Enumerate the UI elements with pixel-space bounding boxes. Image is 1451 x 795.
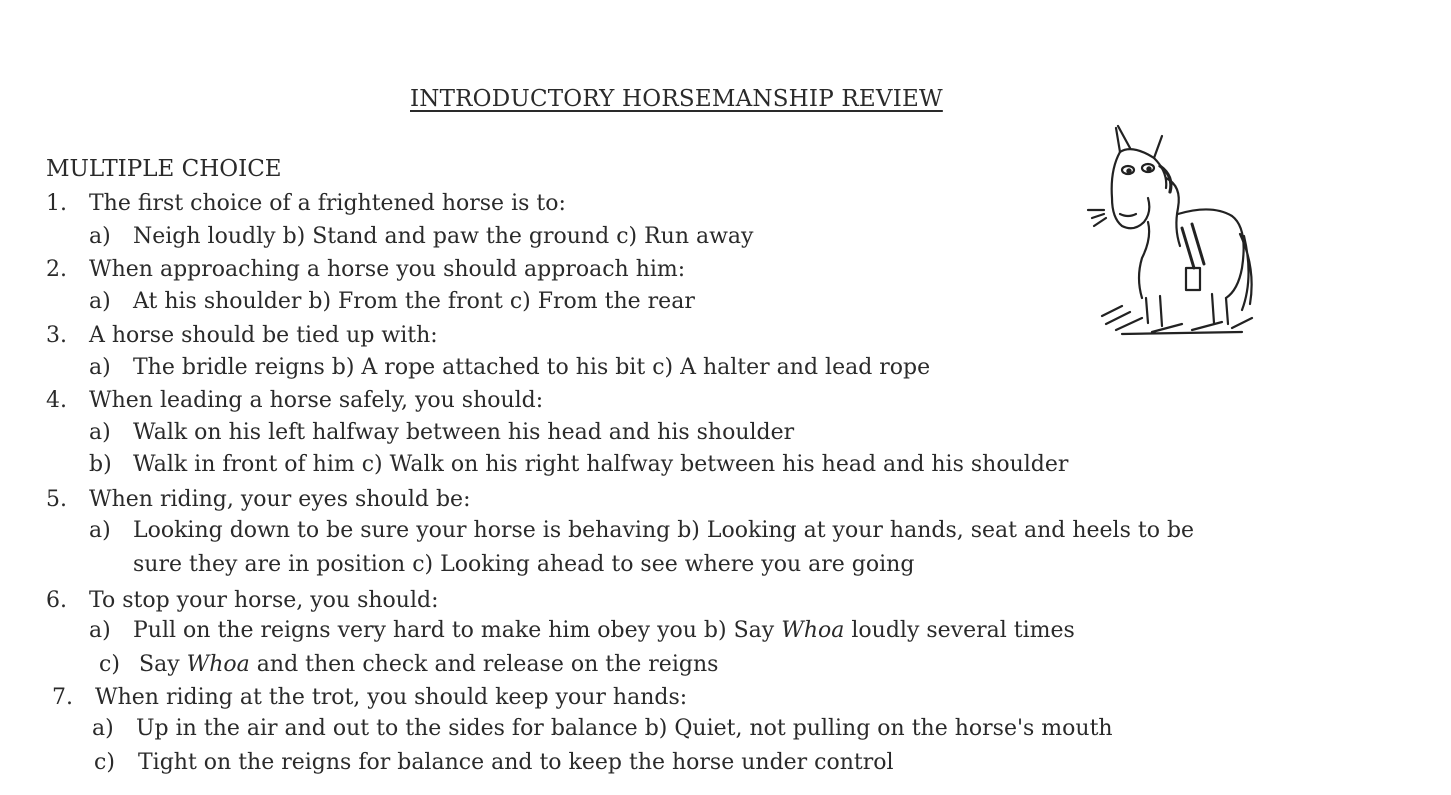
- option-letter: b): [677, 518, 700, 543]
- option-letter: b): [89, 452, 112, 477]
- question-number: 4.: [46, 388, 67, 413]
- option-b: Looking at your hands, seat and heels to be: [706, 518, 1195, 543]
- question-6-option-c: [99, 654, 718, 676]
- option-letter: b): [331, 355, 355, 380]
- option-a: The bridle reigns: [133, 355, 325, 380]
- option-b: Stand and paw the ground: [312, 224, 610, 249]
- question-text: A horse should be tied up with:: [89, 323, 438, 348]
- option-a: Looking down to be sure your horse is behaving: [133, 518, 671, 543]
- option-letter: c): [99, 652, 120, 677]
- question-text: When riding, your eyes should be:: [89, 487, 471, 512]
- option-b-word: Whoa: [781, 618, 845, 643]
- option-letter: a): [89, 289, 111, 314]
- option-c-pre: Say: [139, 652, 180, 677]
- option-a: Up in the air and out to the sides for balance: [136, 716, 638, 741]
- question-3-options: [89, 357, 930, 379]
- option-letter: a): [89, 420, 111, 445]
- option-c: Walk on his right halfway between his head and his shoulder: [389, 452, 1069, 477]
- question-2: [46, 259, 685, 281]
- question-1-options: [89, 226, 753, 248]
- question-text: When leading a horse safely, you should:: [89, 388, 544, 413]
- option-a: Walk on his left halfway between his head and his shoulder: [133, 420, 795, 445]
- question-1: [46, 193, 566, 215]
- question-7-options-ab: [92, 718, 1113, 740]
- question-text: When riding at the trot, you should keep your hands:: [95, 685, 688, 710]
- option-letter: a): [89, 518, 111, 543]
- section-heading: MULTIPLE CHOICE: [46, 156, 282, 182]
- option-letter: b): [282, 224, 306, 249]
- question-5-options-cont: [133, 554, 914, 576]
- question-4-options-bc: [89, 454, 1068, 476]
- option-letter: c): [361, 452, 383, 477]
- option-b-pre: Say: [733, 618, 775, 643]
- option-letter: b): [703, 618, 727, 643]
- option-letter: c): [94, 750, 115, 775]
- question-6: [46, 590, 438, 612]
- option-c-word: Whoa: [186, 652, 250, 677]
- question-text: When approaching a horse you should approach him:: [89, 257, 686, 282]
- page-title: INTRODUCTORY HORSEMANSHIP REVIEW: [410, 86, 943, 112]
- option-b: A rope attached to his bit: [361, 355, 646, 380]
- option-b-post: loudly several times: [851, 618, 1075, 643]
- option-letter: a): [92, 716, 114, 741]
- option-letter: c): [509, 289, 531, 314]
- question-5: [46, 489, 470, 511]
- option-letter: c): [412, 552, 434, 577]
- horse-illustration: [1082, 118, 1257, 343]
- question-number: 7.: [52, 685, 73, 710]
- option-a: Neigh loudly: [133, 224, 276, 249]
- option-b-cont: sure they are in position: [133, 552, 406, 577]
- option-letter: c): [616, 224, 638, 249]
- option-b: Walk in front of him: [133, 452, 355, 477]
- question-4-option-a: [89, 422, 794, 444]
- option-c: From the rear: [537, 289, 695, 314]
- question-6-options-ab: [89, 620, 1075, 642]
- question-number: 1.: [46, 191, 67, 216]
- question-7-option-c: [94, 752, 894, 774]
- option-letter: b): [644, 716, 668, 741]
- option-c: Run away: [644, 224, 754, 249]
- option-letter: a): [89, 224, 111, 249]
- option-c-post: and then check and release on the reigns: [256, 652, 719, 677]
- question-4: [46, 390, 543, 412]
- option-c: Tight on the reigns for balance and to keep the horse under control: [138, 750, 894, 775]
- question-number: 5.: [46, 487, 67, 512]
- option-letter: a): [89, 618, 111, 643]
- question-3: [46, 325, 438, 347]
- option-letter: b): [308, 289, 332, 314]
- option-c: Looking ahead to see where you are going: [440, 552, 915, 577]
- option-b: From the front: [338, 289, 503, 314]
- question-text: To stop your horse, you should:: [89, 588, 439, 613]
- question-number: 6.: [46, 588, 67, 613]
- question-2-options: [89, 291, 695, 313]
- question-number: 3.: [46, 323, 67, 348]
- option-a: Pull on the reigns very hard to make him obey you: [133, 618, 697, 643]
- option-a: At his shoulder: [133, 289, 302, 314]
- option-letter: c): [652, 355, 674, 380]
- option-letter: a): [89, 355, 111, 380]
- option-b: Quiet, not pulling on the horse's mouth: [674, 716, 1113, 741]
- option-c: A halter and lead rope: [680, 355, 931, 380]
- question-number: 2.: [46, 257, 67, 282]
- question-text: The first choice of a frightened horse is to:: [89, 191, 566, 216]
- question-5-options: [89, 520, 1194, 542]
- question-7: [52, 687, 687, 709]
